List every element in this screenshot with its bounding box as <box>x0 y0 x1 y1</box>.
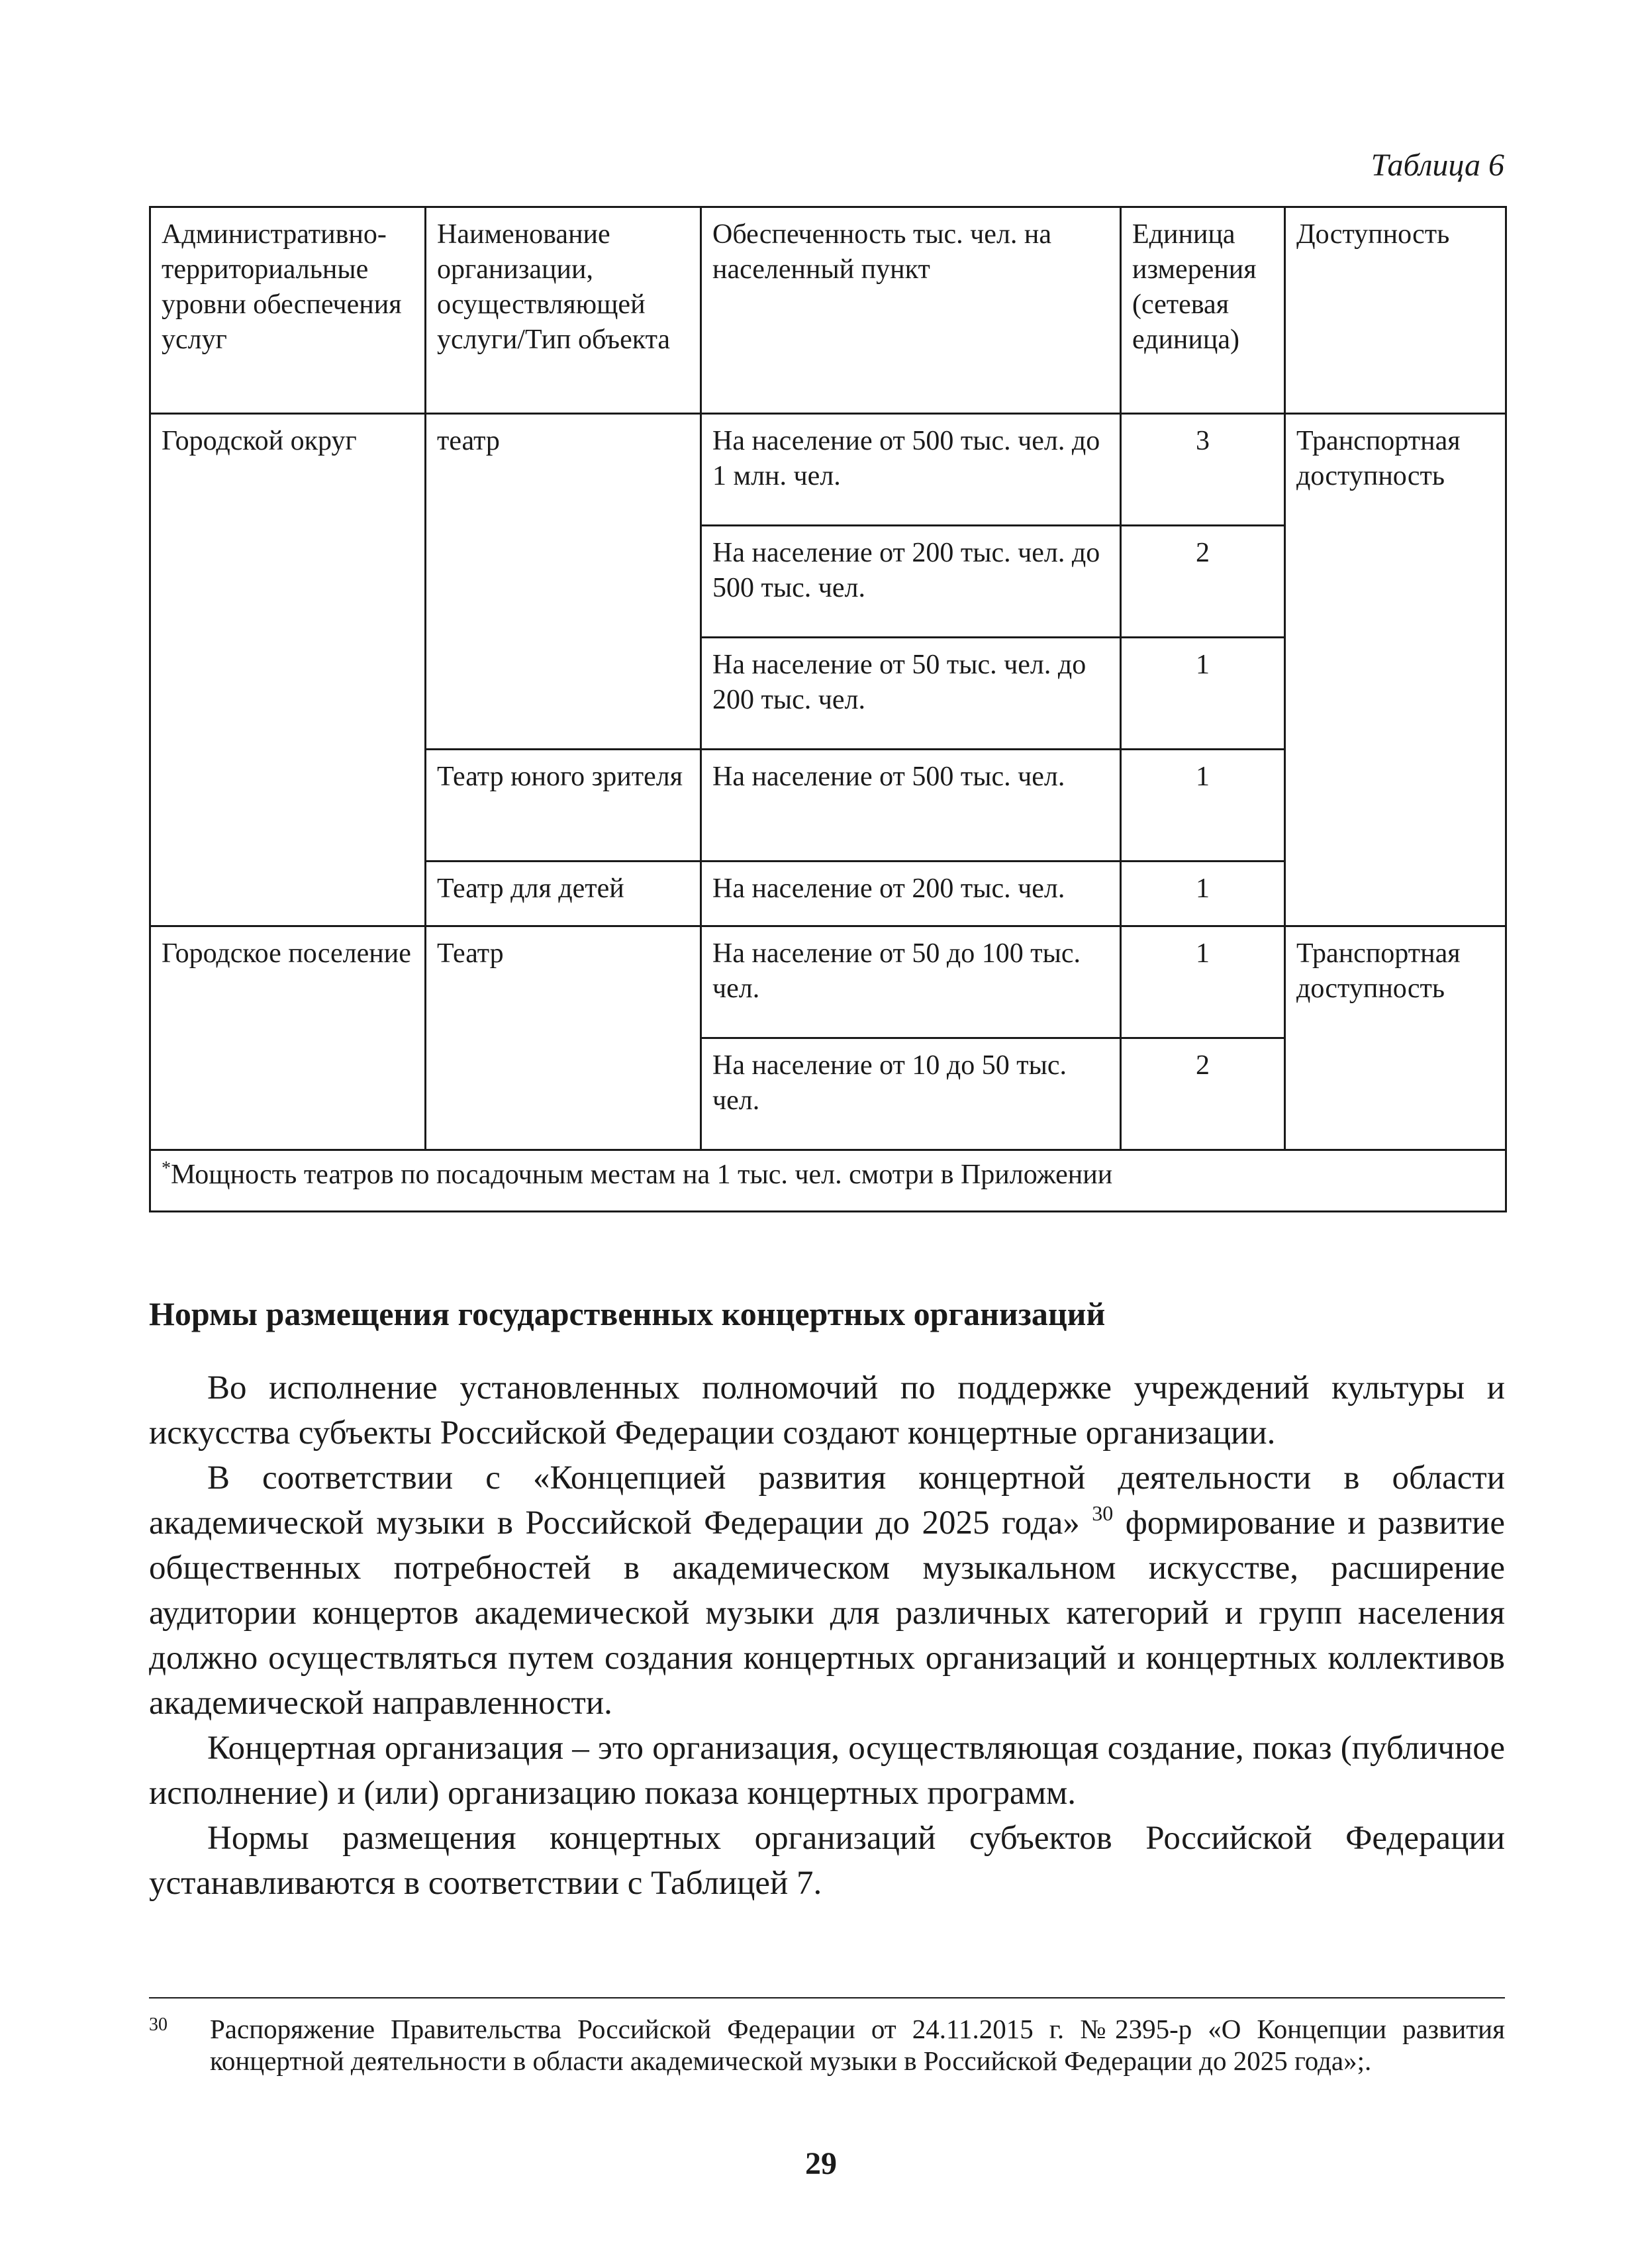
population-cell: На население от 50 тыс. чел. до 200 тыс. чел. <box>701 638 1121 750</box>
units-cell: 3 <box>1121 414 1285 526</box>
organization-cell: Театр <box>426 926 701 1150</box>
units-cell: 1 <box>1121 862 1285 926</box>
units-cell: 2 <box>1121 526 1285 638</box>
population-cell: На население от 500 тыс. чел. до 1 млн. чел. <box>701 414 1121 526</box>
paragraph: Концертная организация – это организация, осуществляющая создание, показ (публичное исполнение) и (или) организацию показа концертных программ. <box>149 1730 1505 1812</box>
organization-cell: театр <box>426 414 701 750</box>
section-heading: Нормы размещения государственных концертных организаций <box>149 1295 1106 1332</box>
body-text <box>149 1365 1505 1906</box>
paragraph: Во исполнение установленных полномочий по поддержке учреждений культуры и искусства субъекты Российской Федерации создают концертные организации. <box>149 1369 1505 1452</box>
footnote-number: 30 <box>149 2014 168 2035</box>
paragraph-text: формирование и развитие общественных потребностей в академическом музыкальном искусстве, расширение аудитории концертов академической музыки для различных категорий и групп населения должно осуществляться путем создания концертных организаций и концертных коллективов академической направленности. <box>149 1504 1505 1722</box>
organization-cell: Театр для детей <box>426 862 701 926</box>
paragraph: Нормы размещения концертных организаций субъектов Российской Федерации устанавливаются в соответствии с Таблицей 7. <box>149 1820 1505 1902</box>
footnote-text: Распоряжение Правительства Российской Федерации от 24.11.2015 г. №2395-р «О Концепции развития концертной деятельности в области академической музыки в Российской Федерации до 2025 года»;. <box>210 2014 1505 2076</box>
level-cell: Городское поселение <box>150 926 426 1150</box>
page-number: 29 <box>805 2146 837 2181</box>
units-cell: 2 <box>1121 1038 1285 1150</box>
table-note-row <box>150 1150 1506 1212</box>
footnote-ref[interactable]: 30 <box>1092 1501 1114 1525</box>
population-cell: На население от 500 тыс. чел. <box>701 750 1121 862</box>
header-cell: Наименование организации, осуществляющей услуги/Тип объекта <box>426 207 701 414</box>
footnote <box>149 2013 1505 2077</box>
level-cell: Городской округ <box>150 414 426 926</box>
accessibility-cell: Транспортная доступность <box>1285 926 1506 1150</box>
header-cell: Доступность <box>1285 207 1506 414</box>
table-label: Таблица 6 <box>1371 148 1504 183</box>
table-row <box>150 926 1506 1038</box>
header-cell: Административно-территориальные уровни обеспечения услуг <box>150 207 426 414</box>
note-text: Мощность театров по посадочным местам на 1 тыс. чел. смотри в Приложении <box>171 1159 1113 1190</box>
table-header-row <box>150 207 1506 414</box>
table-row <box>150 414 1506 526</box>
paragraph-text: В соответствии с «Концепцией развития концертной деятельности в области академической музыки в Российской Федерации до 2025 года» <box>149 1459 1505 1542</box>
population-cell: На население от 200 тыс. чел. <box>701 862 1121 926</box>
units-cell: 1 <box>1121 750 1285 862</box>
population-cell: На население от 10 до 50 тыс. чел. <box>701 1038 1121 1150</box>
paragraph <box>149 1455 1505 1726</box>
units-cell: 1 <box>1121 638 1285 750</box>
note-mark: * <box>162 1158 171 1179</box>
header-cell: Единица измерения (сетевая единица) <box>1121 207 1285 414</box>
header-cell: Обеспеченность тыс. чел. на населенный пункт <box>701 207 1121 414</box>
table-note <box>150 1150 1506 1212</box>
organization-cell: Театр юного зрителя <box>426 750 701 862</box>
footnote-divider <box>149 1997 1505 1998</box>
population-cell: На население от 200 тыс. чел. до 500 тыс. чел. <box>701 526 1121 638</box>
units-cell: 1 <box>1121 926 1285 1038</box>
accessibility-cell: Транспортная доступность <box>1285 414 1506 926</box>
population-cell: На население от 50 до 100 тыс. чел. <box>701 926 1121 1038</box>
theatre-norms-table <box>149 206 1507 1212</box>
